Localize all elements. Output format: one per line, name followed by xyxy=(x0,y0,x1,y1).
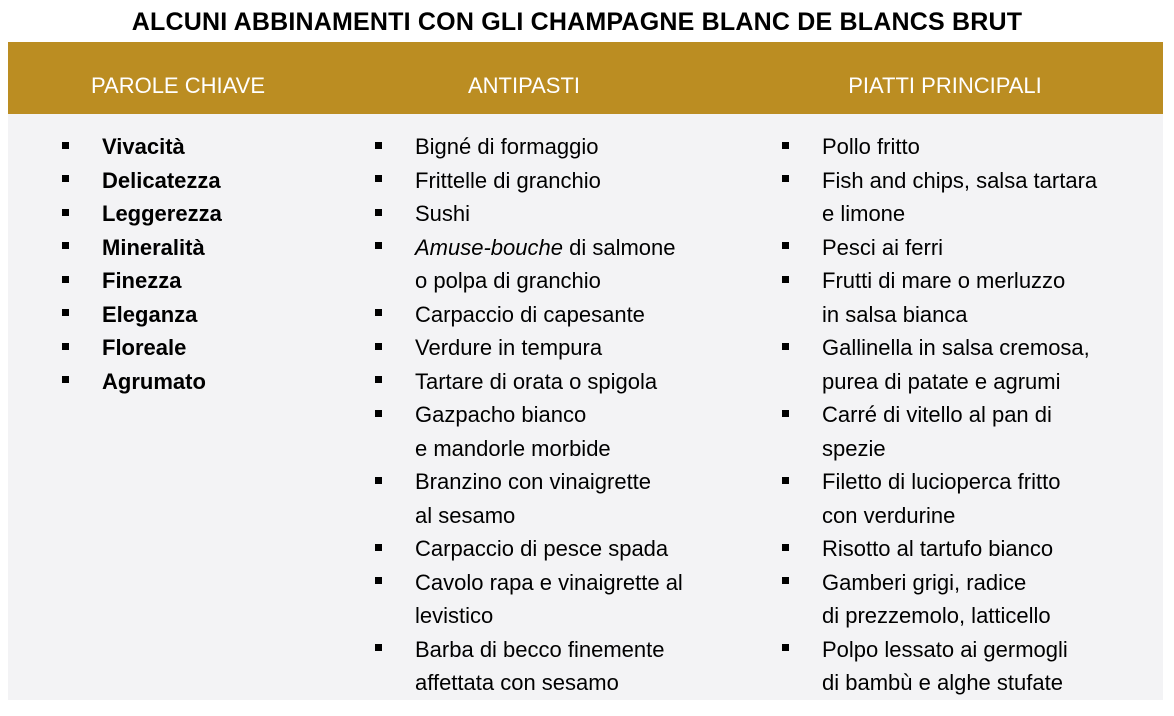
list-item-text: purea di patate e agrumi xyxy=(822,368,1061,394)
bullet-icon xyxy=(375,633,395,667)
list-item xyxy=(782,164,1142,231)
list-item-text: Polpo lessato ai germogli xyxy=(822,636,1068,662)
list-item-text: Frittelle di granchio xyxy=(415,167,601,193)
list-item-text: Gallinella in salsa cremosa, xyxy=(822,335,1090,360)
list-item-text: Mineralità xyxy=(102,234,205,260)
list-item xyxy=(375,633,730,700)
list-item xyxy=(62,331,342,365)
list-item-text: Gamberi grigi, radice xyxy=(822,569,1027,595)
list-item-text: spezie xyxy=(822,435,886,461)
list-item-text: Pollo fritto xyxy=(822,134,920,159)
list-item-text: Barba di becco finemente xyxy=(415,636,665,662)
list-item-text: con verdurine xyxy=(822,502,956,528)
list-item-text: Agrumato xyxy=(102,368,206,394)
list-item xyxy=(62,365,342,399)
bullet-icon xyxy=(782,164,802,198)
list-item-text: di bambù e alghe stufate xyxy=(822,670,1063,695)
bullet-icon xyxy=(375,130,395,164)
list-item-text: Carré di vitello al pan di xyxy=(822,402,1052,427)
list-item xyxy=(375,298,730,332)
header-antipasti: ANTIPASTI xyxy=(467,73,581,98)
bullet-icon xyxy=(62,197,82,231)
list-item-text: Amuse-bouche di salmone xyxy=(415,234,676,260)
bullet-icon xyxy=(62,331,82,365)
page-title: ALCUNI ABBINAMENTI CON GLI CHAMPAGNE BLANC DE BLANCS BRUT xyxy=(131,8,1023,36)
bullet-icon xyxy=(375,331,395,365)
list-item xyxy=(782,398,1142,465)
list-item xyxy=(375,231,730,298)
list-item-text: Carpaccio di pesce spada xyxy=(415,536,669,561)
bullet-icon xyxy=(782,398,802,432)
list-item xyxy=(375,130,730,164)
list-item xyxy=(62,264,342,298)
list-item-text: Tartare di orata o spigola xyxy=(415,368,658,394)
bullet-icon xyxy=(782,465,802,499)
list-item-text: Carpaccio di capesante xyxy=(415,301,645,327)
bullet-icon xyxy=(782,633,802,667)
list-item xyxy=(782,130,1142,164)
column-parole-chiave xyxy=(62,130,342,398)
bullet-icon xyxy=(62,264,82,298)
list-item-text: Gazpacho bianco xyxy=(415,402,587,427)
list-item xyxy=(62,164,342,198)
bullet-icon xyxy=(782,264,802,298)
list-item xyxy=(375,566,730,633)
list-item xyxy=(782,264,1142,331)
bullet-icon xyxy=(782,130,802,164)
bullet-icon xyxy=(62,164,82,198)
list-item xyxy=(782,465,1142,532)
list-item xyxy=(375,398,730,465)
list-item xyxy=(782,331,1142,398)
list-item xyxy=(782,633,1142,700)
list-item-text: Floreale xyxy=(102,335,187,360)
list-item xyxy=(375,532,730,566)
list-item-text: Eleganza xyxy=(102,301,198,327)
bullet-icon xyxy=(782,231,802,265)
bullet-icon xyxy=(375,298,395,332)
list-item-text: Filetto di lucioperca fritto xyxy=(822,469,1061,494)
column-piatti-principali xyxy=(782,130,1142,700)
list-item-text: Finezza xyxy=(102,268,182,293)
bullet-icon xyxy=(62,365,82,399)
list-item-text: Verdure in tempura xyxy=(415,335,603,360)
list-item-text: di prezzemolo, latticello xyxy=(822,603,1051,628)
bullet-icon xyxy=(375,532,395,566)
list-item-text: Branzino con vinaigrette xyxy=(415,469,652,494)
list-item xyxy=(62,231,342,265)
bullet-icon xyxy=(375,465,395,499)
bullet-icon xyxy=(62,130,82,164)
list-item xyxy=(782,566,1142,633)
list-item-text: Sushi xyxy=(415,201,471,226)
list-item-text: Delicatezza xyxy=(102,167,221,193)
table-header xyxy=(8,42,1163,114)
list-item xyxy=(375,365,730,399)
bullet-icon xyxy=(782,331,802,365)
list-item-text: o polpa di granchio xyxy=(415,268,601,293)
list-item-text: Cavolo rapa e vinaigrette al xyxy=(415,569,683,595)
list-item-text: Pesci ai ferri xyxy=(822,234,944,260)
bullet-icon xyxy=(782,532,802,566)
list-item-text: affettata con sesamo xyxy=(415,670,619,695)
bullet-icon xyxy=(782,566,802,600)
list-item xyxy=(62,298,342,332)
header-parole-chiave: PAROLE CHIAVE xyxy=(90,73,265,98)
list-item xyxy=(375,331,730,365)
bullet-icon xyxy=(375,566,395,600)
list-item-text: e mandorle morbide xyxy=(415,435,611,461)
bullet-icon xyxy=(375,197,395,231)
list-item-text: Risotto al tartufo bianco xyxy=(822,536,1054,561)
list-item xyxy=(375,164,730,198)
list-item-text: in salsa bianca xyxy=(822,301,968,327)
list-item-text: al sesamo xyxy=(415,502,516,528)
list-item xyxy=(62,130,342,164)
bullet-icon xyxy=(375,164,395,198)
bullet-icon xyxy=(62,231,82,265)
column-antipasti xyxy=(375,130,730,700)
bullet-icon xyxy=(375,398,395,432)
bullet-icon xyxy=(375,231,395,265)
list-item xyxy=(782,231,1142,265)
bullet-icon xyxy=(375,365,395,399)
list-item xyxy=(375,465,730,532)
list-item-text: Vivacità xyxy=(102,134,185,159)
bullet-icon xyxy=(62,298,82,332)
list-item-text: e limone xyxy=(822,201,906,226)
list-item-text: Bigné di formaggio xyxy=(415,134,599,159)
list-item xyxy=(782,532,1142,566)
list-item-text: Fish and chips, salsa tartara xyxy=(822,167,1098,193)
list-item xyxy=(375,197,730,231)
header-piatti-principali: PIATTI PRINCIPALI xyxy=(848,73,1042,98)
list-item xyxy=(62,197,342,231)
list-item-text: Frutti di mare o merluzzo xyxy=(822,268,1066,293)
list-item-text: levistico xyxy=(415,603,494,628)
list-item-text: Leggerezza xyxy=(102,201,222,226)
